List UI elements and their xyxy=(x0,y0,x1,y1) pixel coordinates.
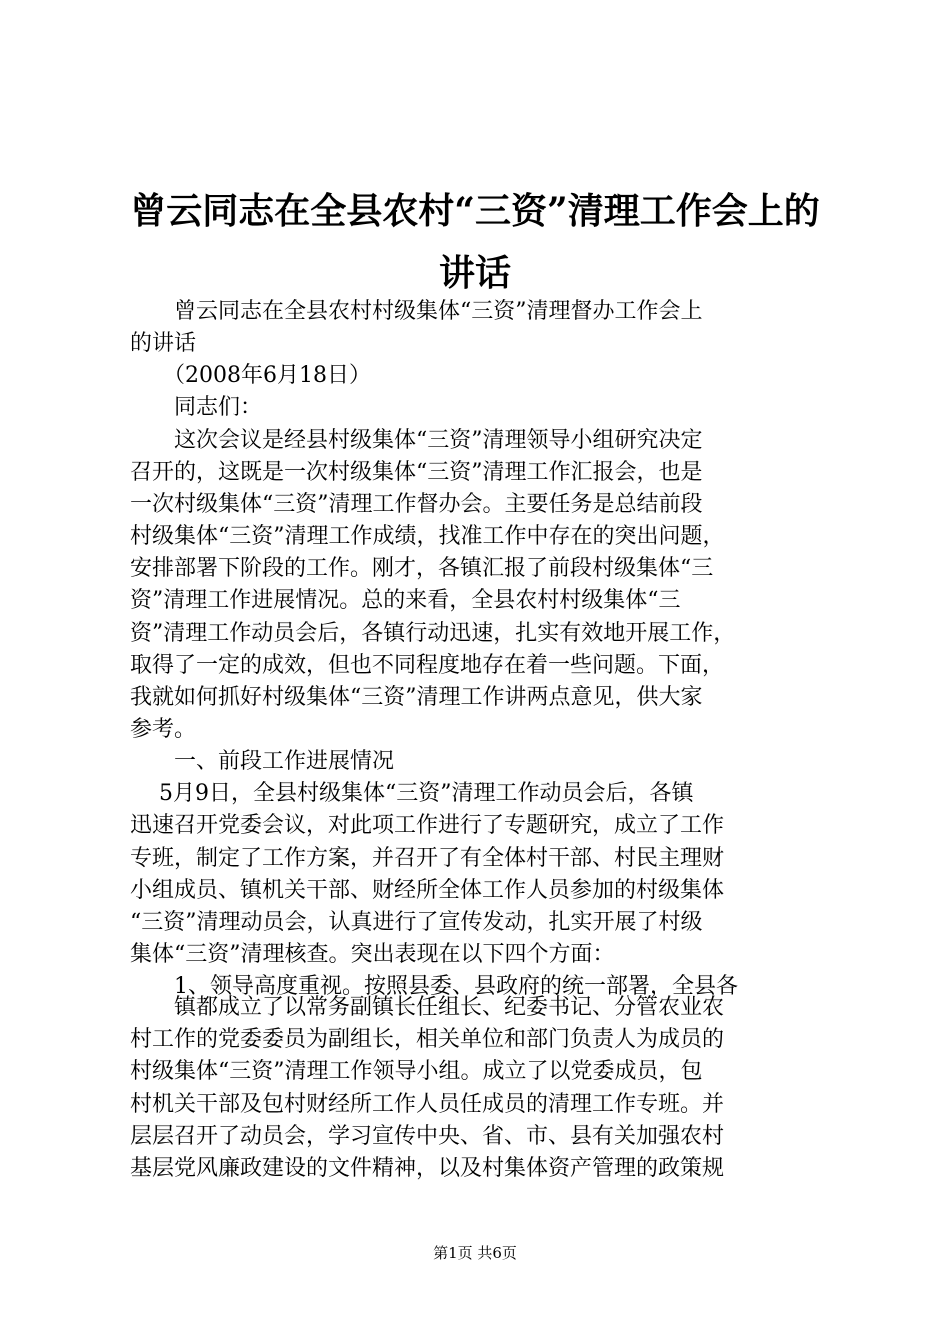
body-text-line: 取得了一定的成效，但也不同程度地存在着一些问题。下面， xyxy=(130,653,725,678)
body-text-line: 专班，制定了工作方案，并召开了有全体村干部、村民主理财 xyxy=(130,846,725,871)
body-text-line: 村级集体“三资”清理工作领导小组。成立了以党委成员，包 xyxy=(130,1059,703,1084)
page-number-footer: 第1页 共6页 xyxy=(433,1244,517,1262)
body-text-line: 村工作的党委委员为副组长，相关单位和部门负责人为成员的 xyxy=(130,1027,725,1052)
body-text-line: 5月9日，全县村级集体“三资”清理工作动员会后，各镇 xyxy=(130,781,694,806)
body-text-line: （2008年6月18日） xyxy=(130,363,371,388)
body-text-line: 召开的，这既是一次村级集体“三资”清理工作汇报会，也是 xyxy=(130,460,703,485)
body-text-line: 曾云同志在全县农村村级集体“三资”清理督办工作会上 xyxy=(130,299,703,324)
body-text-line: 这次会议是经县村级集体“三资”清理领导小组研究决定 xyxy=(130,428,703,453)
body-text-line: 集体“三资”清理核查。突出表现在以下四个方面： xyxy=(130,942,615,967)
body-text-line: 一、前段工作进展情况 xyxy=(130,749,395,774)
body-text-line: 安排部署下阶段的工作。刚才，各镇汇报了前段村级集体“三 xyxy=(130,556,714,581)
document-title-line-2: 讲话 xyxy=(438,252,511,294)
body-text-line: 资”清理工作动员会后，各镇行动迅速，扎实有效地开展工作， xyxy=(130,621,736,646)
body-text-line: 资”清理工作进展情况。总的来看，全县农村村级集体“三 xyxy=(130,588,681,613)
document-title-line-1: 曾云同志在全县农村“三资”清理工作会上的 xyxy=(130,190,820,232)
body-text-line: 镇都成立了以常务副镇长任组长、纪委书记、分管农业农 xyxy=(130,995,725,1020)
body-text-line: 小组成员、镇机关干部、财经所全体工作人员参加的村级集体 xyxy=(130,878,725,903)
body-text-line: 1、领导高度重视。按照县委、县政府的统一部署，全县各 xyxy=(130,974,738,999)
body-text-line: 我就如何抓好村级集体“三资”清理工作讲两点意见，供大家 xyxy=(130,685,703,710)
body-text-line: “三资”清理动员会，认真进行了宣传发动，扎实开展了村级 xyxy=(130,910,703,935)
body-text-line: 村机关干部及包村财经所工作人员任成员的清理工作专班。并 xyxy=(130,1092,725,1117)
body-text-line: 层层召开了动员会，学习宣传中央、省、市、县有关加强农村 xyxy=(130,1124,725,1149)
body-text-line: 迅速召开党委会议，对此项工作进行了专题研究，成立了工作 xyxy=(130,813,725,838)
body-text-line: 参考。 xyxy=(130,717,197,742)
body-text-line: 基层党风廉政建设的文件精神，以及村集体资产管理的政策规 xyxy=(130,1156,725,1181)
body-text-line: 一次村级集体“三资”清理工作督办会。主要任务是总结前段 xyxy=(130,492,703,517)
body-text-line: 村级集体“三资”清理工作成绩，找准工作中存在的突出问题， xyxy=(130,524,725,549)
body-text-line: 同志们： xyxy=(130,395,263,420)
body-text-line: 的讲话 xyxy=(130,331,197,356)
